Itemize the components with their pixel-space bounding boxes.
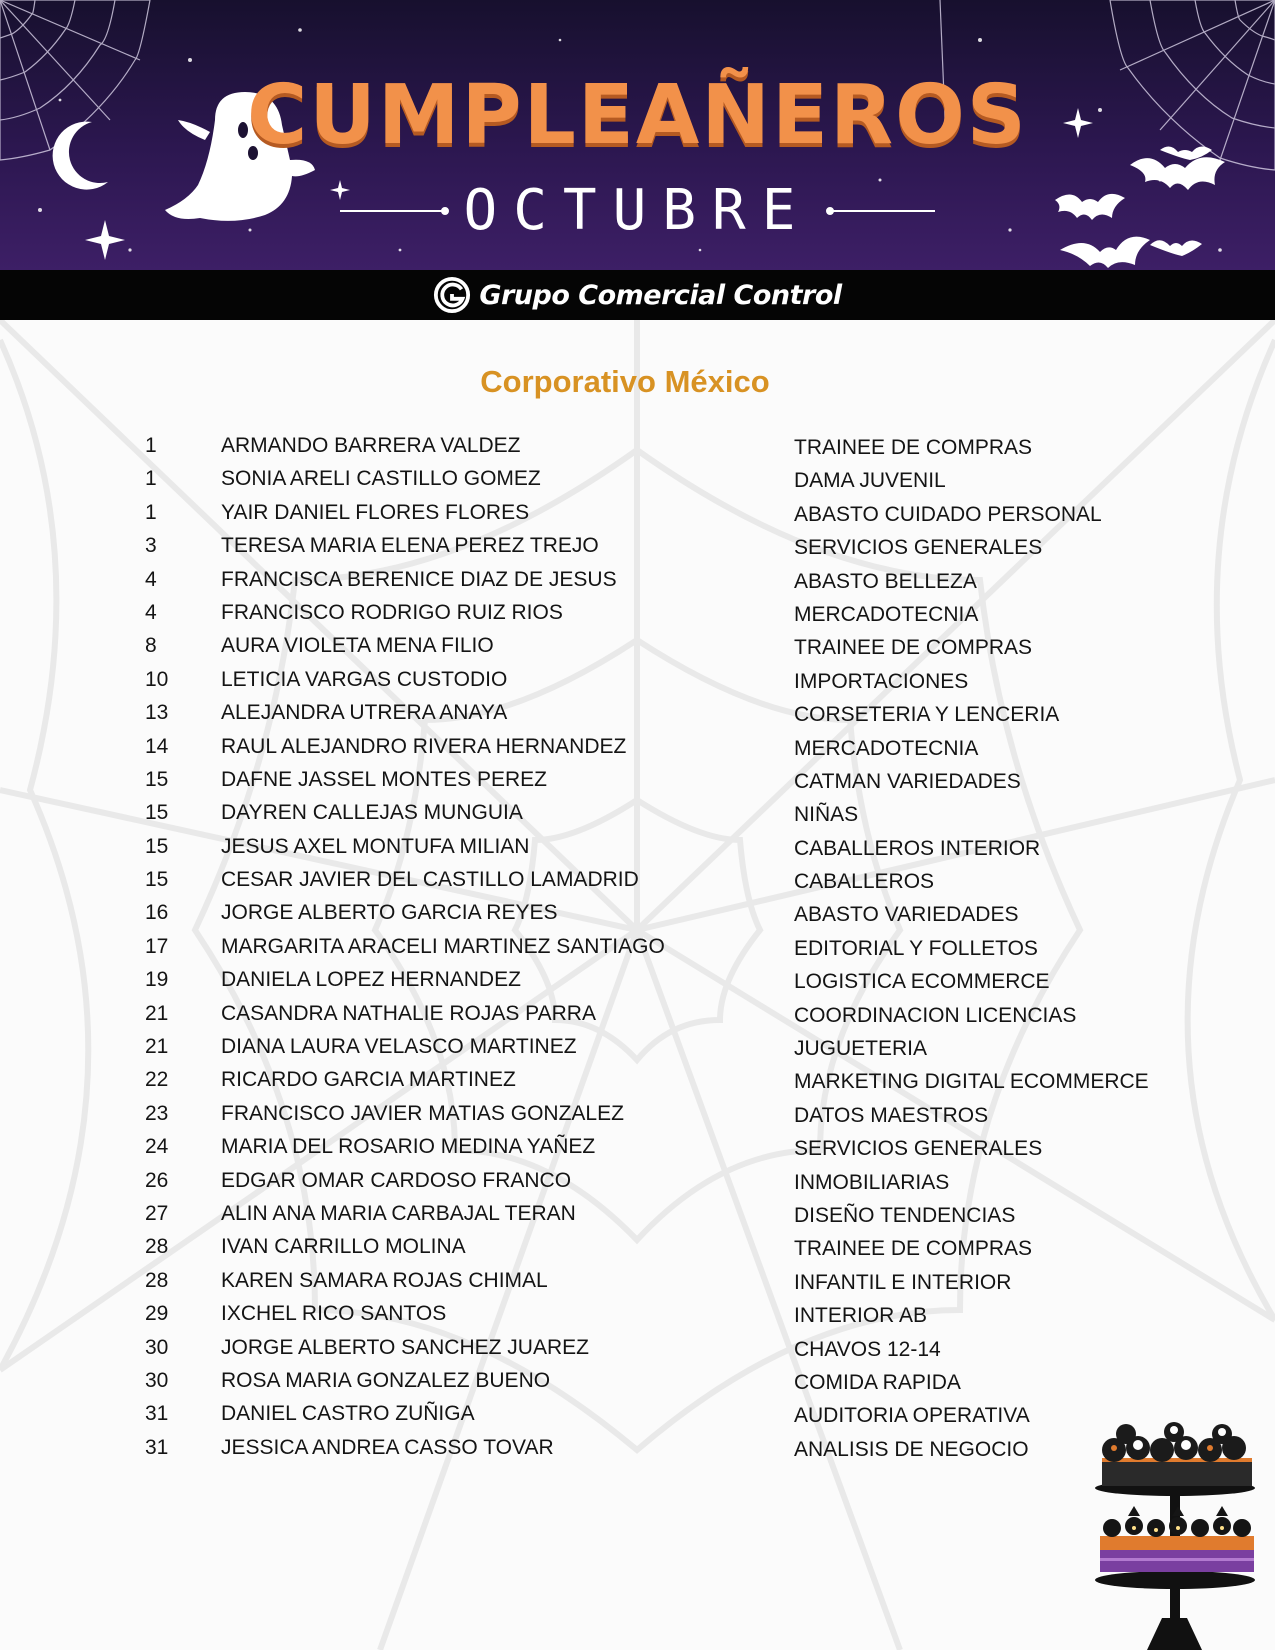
list-item xyxy=(0,501,1275,534)
employee-department: TRAINEE DE COMPRAS xyxy=(794,1237,1033,1261)
list-item xyxy=(0,568,1275,601)
employee-name: IXCHEL RICO SANTOS xyxy=(221,1302,447,1326)
section-title: Corporativo México xyxy=(480,364,770,399)
list-item xyxy=(0,868,1275,901)
employee-department: CABALLEROS INTERIOR xyxy=(794,836,1041,860)
list-item xyxy=(0,1202,1275,1235)
list-item xyxy=(0,634,1275,667)
employee-department: CHAVOS 12-14 xyxy=(794,1337,941,1361)
employee-name: RAUL ALEJANDRO RIVERA HERNANDEZ xyxy=(221,734,627,758)
birthday-day: 15 xyxy=(145,868,169,892)
birthday-day: 28 xyxy=(145,1268,169,1292)
list-item xyxy=(0,901,1275,934)
list-item xyxy=(0,968,1275,1001)
employee-name: LETICIA VARGAS CUSTODIO xyxy=(221,667,508,691)
employee-name: MARIA DEL ROSARIO MEDINA YAÑEZ xyxy=(221,1135,596,1159)
brand-name: Grupo Comercial Control xyxy=(479,279,842,311)
employee-name: KAREN SAMARA ROJAS CHIMAL xyxy=(221,1268,548,1292)
list-item xyxy=(0,434,1275,467)
employee-name: AURA VIOLETA MENA FILIO xyxy=(221,634,494,658)
employee-name: ALIN ANA MARIA CARBAJAL TERAN xyxy=(221,1201,576,1225)
birthday-day: 13 xyxy=(145,701,169,725)
list-item xyxy=(0,1068,1275,1101)
employee-department: EDITORIAL Y FOLLETOS xyxy=(794,936,1038,960)
page-title: CUMPLEAÑEROS xyxy=(247,68,1028,163)
employee-name: FRANCISCA BERENICE DIAZ DE JESUS xyxy=(221,567,617,591)
employee-name: JORGE ALBERTO GARCIA REYES xyxy=(221,901,558,925)
birthday-day: 17 xyxy=(145,934,169,958)
birthday-day: 24 xyxy=(145,1135,169,1159)
employee-name: IVAN CARRILLO MOLINA xyxy=(221,1235,466,1259)
list-item xyxy=(0,1269,1275,1302)
employee-name: SONIA ARELI CASTILLO GOMEZ xyxy=(221,467,541,491)
birthday-day: 30 xyxy=(145,1335,169,1359)
employee-name: CASANDRA NATHALIE ROJAS PARRA xyxy=(221,1001,596,1025)
employee-department: IMPORTACIONES xyxy=(794,669,969,693)
birthday-day: 1 xyxy=(145,467,157,491)
birthday-day: 15 xyxy=(145,801,169,825)
employee-department: INFANTIL E INTERIOR xyxy=(794,1270,1012,1294)
page-subtitle: OCTUBRE xyxy=(463,178,812,243)
birthday-day: 14 xyxy=(145,734,169,758)
list-item xyxy=(0,1002,1275,1035)
employee-department: ANALISIS DE NEGOCIO xyxy=(794,1437,1029,1461)
list-item xyxy=(0,1235,1275,1268)
list-item xyxy=(0,1135,1275,1168)
employee-department: COMIDA RAPIDA xyxy=(794,1370,961,1394)
employee-name: FRANCISCO JAVIER MATIAS GONZALEZ xyxy=(221,1101,624,1125)
employee-department: SERVICIOS GENERALES xyxy=(794,536,1043,560)
employee-name: DANIEL CASTRO ZUÑIGA xyxy=(221,1402,475,1426)
employee-department: ABASTO CUIDADO PERSONAL xyxy=(794,502,1102,526)
employee-name: DIANA LAURA VELASCO MARTINEZ xyxy=(221,1035,577,1059)
list-item xyxy=(0,768,1275,801)
employee-name: TERESA MARIA ELENA PEREZ TREJO xyxy=(221,534,599,558)
birthday-day: 1 xyxy=(145,434,157,457)
header-banner xyxy=(0,0,1275,270)
birthday-day: 28 xyxy=(145,1235,169,1259)
birthday-day: 8 xyxy=(145,634,157,658)
employee-name: DAYREN CALLEJAS MUNGUIA xyxy=(221,801,523,825)
birthday-day: 22 xyxy=(145,1068,169,1092)
birthday-day: 19 xyxy=(145,968,169,992)
employee-name: JESUS AXEL MONTUFA MILIAN xyxy=(221,834,530,858)
birthday-day: 3 xyxy=(145,534,157,558)
birthday-day: 23 xyxy=(145,1101,169,1125)
list-item xyxy=(0,701,1275,734)
employee-department: CABALLEROS xyxy=(794,870,935,894)
list-item xyxy=(0,601,1275,634)
employee-name: YAIR DANIEL FLORES FLORES xyxy=(221,500,530,524)
brand-logo-icon xyxy=(433,276,471,314)
birthday-day: 4 xyxy=(145,600,157,624)
employee-name: ROSA MARIA GONZALEZ BUENO xyxy=(221,1368,551,1392)
list-item xyxy=(0,801,1275,834)
list-item xyxy=(0,1102,1275,1135)
employee-department: ABASTO VARIEDADES xyxy=(794,903,1019,927)
birthday-day: 26 xyxy=(145,1168,169,1192)
list-item xyxy=(0,935,1275,968)
employee-name: RICARDO GARCIA MARTINEZ xyxy=(221,1068,516,1092)
birthday-day: 10 xyxy=(145,667,169,691)
employee-name: ALEJANDRA UTRERA ANAYA xyxy=(221,701,508,725)
employee-department: COORDINACION LICENCIAS xyxy=(794,1003,1077,1027)
employee-department: TRAINEE DE COMPRAS xyxy=(794,436,1033,459)
list-item xyxy=(0,534,1275,567)
employee-name: CESAR JAVIER DEL CASTILLO LAMADRID xyxy=(221,868,639,892)
employee-department: DAMA JUVENIL xyxy=(794,469,946,493)
employee-department: INMOBILIARIAS xyxy=(794,1170,950,1194)
birthday-day: 21 xyxy=(145,1035,169,1059)
employee-name: FRANCISCO RODRIGO RUIZ RIOS xyxy=(221,600,563,624)
birthday-day: 29 xyxy=(145,1302,169,1326)
list-item xyxy=(0,735,1275,768)
list-item xyxy=(0,1336,1275,1369)
birthday-day: 31 xyxy=(145,1435,169,1459)
employee-name: EDGAR OMAR CARDOSO FRANCO xyxy=(221,1168,572,1192)
employee-name: JESSICA ANDREA CASSO TOVAR xyxy=(221,1435,554,1459)
employee-department: CORSETERIA Y LENCERIA xyxy=(794,703,1060,727)
employee-department: TRAINEE DE COMPRAS xyxy=(794,636,1033,660)
list-item xyxy=(0,668,1275,701)
employee-name: ARMANDO BARRERA VALDEZ xyxy=(221,434,521,457)
birthday-day: 21 xyxy=(145,1001,169,1025)
list-item xyxy=(0,1035,1275,1068)
employee-department: ABASTO BELLEZA xyxy=(794,569,977,593)
employee-department: DISEÑO TENDENCIAS xyxy=(794,1203,1016,1227)
list-item xyxy=(0,1302,1275,1335)
birthday-day: 31 xyxy=(145,1402,169,1426)
employee-department: SERVICIOS GENERALES xyxy=(794,1137,1043,1161)
birthday-day: 4 xyxy=(145,567,157,591)
employee-department: DATOS MAESTROS xyxy=(794,1103,989,1127)
birthday-day: 15 xyxy=(145,767,169,791)
list-item xyxy=(0,835,1275,868)
list-item xyxy=(0,1369,1275,1402)
employee-department: MERCADOTECNIA xyxy=(794,736,979,760)
brand-bar xyxy=(0,270,1275,320)
birthday-day: 27 xyxy=(145,1201,169,1225)
employee-department: CATMAN VARIEDADES xyxy=(794,769,1021,793)
employee-name: DAFNE JASSEL MONTES PEREZ xyxy=(221,767,547,791)
employee-department: NIÑAS xyxy=(794,803,859,827)
birthday-list xyxy=(0,434,1275,1469)
list-item xyxy=(0,1436,1275,1469)
list-item xyxy=(0,1169,1275,1202)
employee-department: MARKETING DIGITAL ECOMMERCE xyxy=(794,1070,1149,1094)
birthday-day: 16 xyxy=(145,901,169,925)
employee-name: DANIELA LOPEZ HERNANDEZ xyxy=(221,968,521,992)
employee-name: MARGARITA ARACELI MARTINEZ SANTIAGO xyxy=(221,934,665,958)
birthday-day: 1 xyxy=(145,500,157,524)
employee-department: MERCADOTECNIA xyxy=(794,602,979,626)
employee-department: AUDITORIA OPERATIVA xyxy=(794,1404,1030,1428)
birthday-day: 30 xyxy=(145,1368,169,1392)
employee-department: JUGUETERIA xyxy=(794,1037,928,1061)
cake-stand-icon xyxy=(1092,1418,1262,1650)
employee-department: LOGISTICA ECOMMERCE xyxy=(794,970,1050,994)
list-item xyxy=(0,1402,1275,1435)
birthday-day: 15 xyxy=(145,834,169,858)
employee-department: INTERIOR AB xyxy=(794,1304,928,1328)
list-item xyxy=(0,467,1275,500)
employee-name: JORGE ALBERTO SANCHEZ JUAREZ xyxy=(221,1335,589,1359)
